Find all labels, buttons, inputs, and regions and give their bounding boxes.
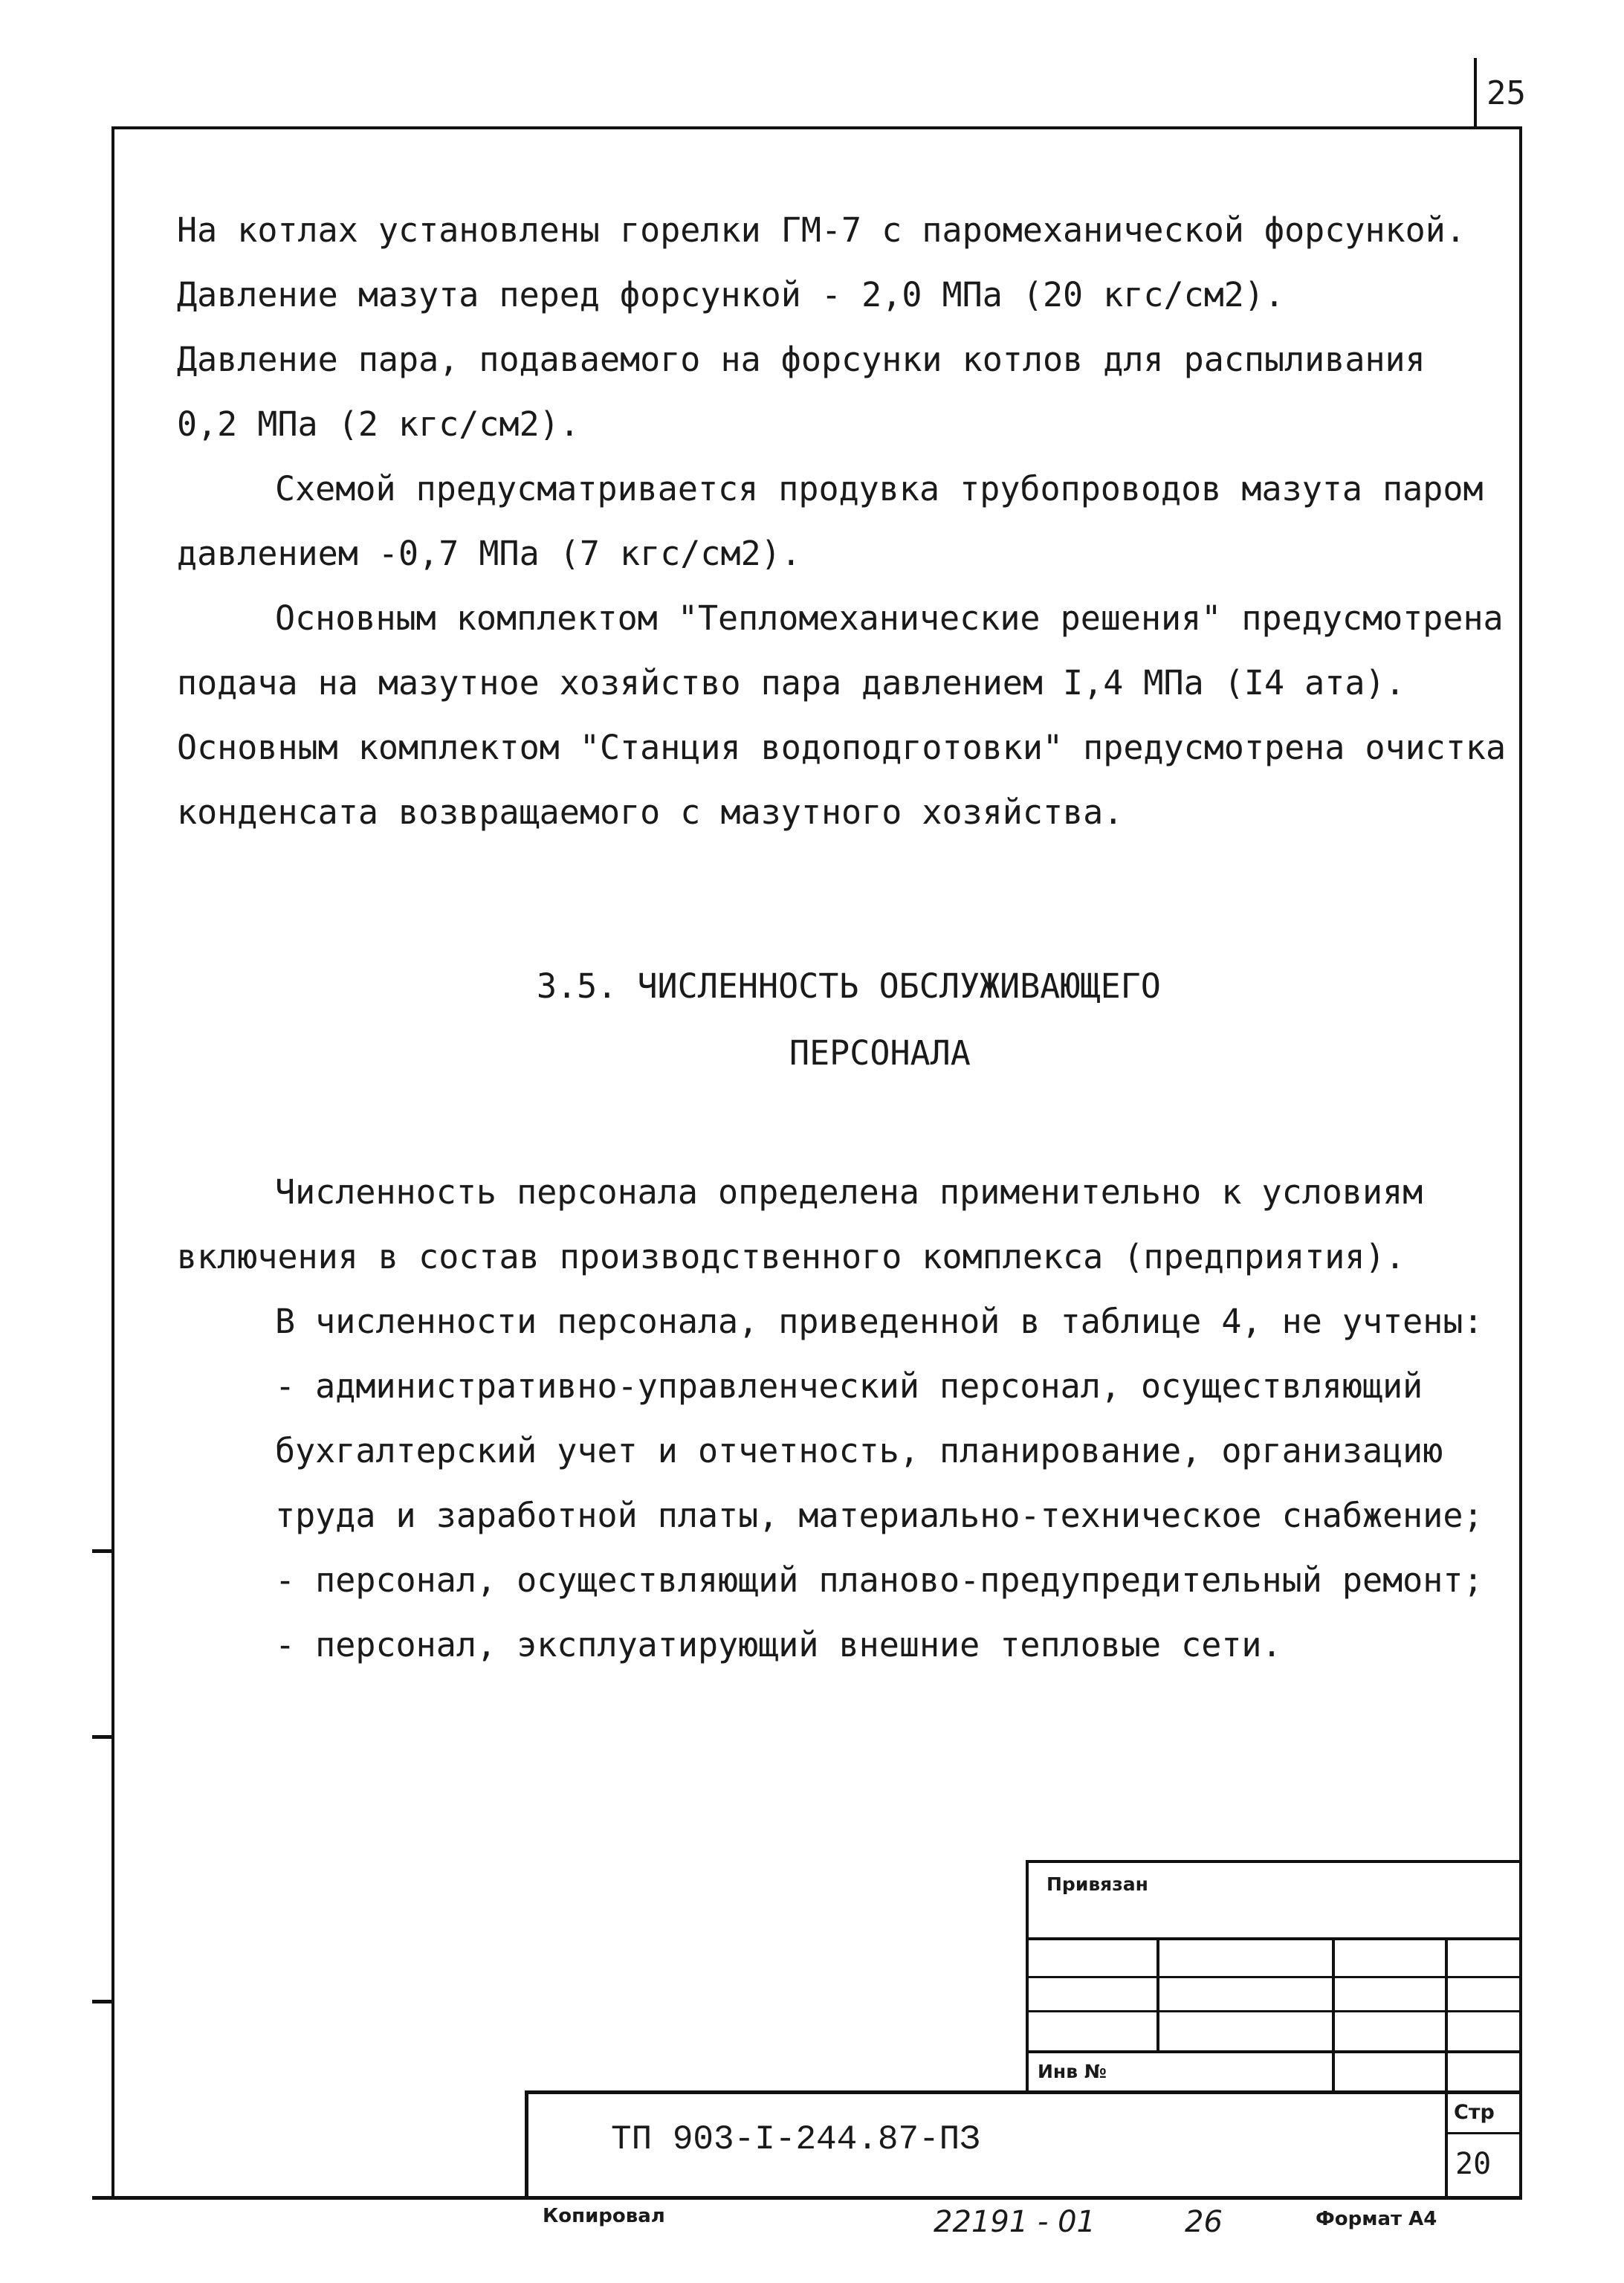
stamp-page-value: 20 (1455, 2147, 1492, 2181)
margin-tick (92, 2000, 114, 2003)
paragraph-line: На котлах установлены горелки ГМ-7 с паромеханической форсункой. (177, 210, 1466, 250)
margin-tick (92, 1735, 114, 1739)
stamp-inv-label: Инв № (1038, 2061, 1107, 2082)
paragraph-line: - персонал, эксплуатирующий внешние тепловые сети. (275, 1625, 1282, 1664)
page-number-separator (1474, 58, 1477, 129)
frame-top (111, 126, 1522, 129)
footer-format-label: Формат А4 (1316, 2208, 1437, 2230)
footer-sheet-number: 26 (1185, 2205, 1223, 2239)
footer-order-number: 22191 - 01 (934, 2205, 1096, 2239)
paragraph-line: В численности персонала, приведенной в таблице 4, не учтены: (275, 1302, 1484, 1341)
paragraph-line: труда и заработной платы, материально-техническое снабжение; (275, 1496, 1484, 1535)
stamp-line (1445, 1937, 1448, 2196)
paragraph-line: - персонал, осуществляющий планово-предупредительный ремонт; (275, 1560, 1484, 1600)
paragraph-line: Давление пара, подаваемого на форсунки котлов для распыливания (177, 340, 1426, 379)
paragraph-line: бухгалтерский учет и отчетность, планирование, организацию (275, 1431, 1443, 1470)
paragraph-line: подача на мазутное хозяйство пара давлением I,4 МПа (I4 ата). (177, 663, 1405, 703)
frame-left (111, 126, 114, 2199)
stamp-line (1332, 1937, 1335, 2094)
section-heading-line1: 3.5. ЧИСЛЕННОСТЬ ОБСЛУЖИВАЮЩЕГО (537, 966, 1161, 1006)
paragraph-line: Давление мазута перед форсункой - 2,0 МПа (20 кгс/см2). (177, 275, 1285, 314)
stamp-line (1445, 2132, 1521, 2134)
paragraph-line: 0,2 МПа (2 кгс/см2). (177, 404, 580, 444)
stamp-line (525, 2090, 1521, 2094)
paragraph-line: Схемой предусматривается продувка трубопроводов мазута паром (275, 469, 1484, 508)
stamp-page-label: Стр (1454, 2101, 1495, 2124)
paragraph-line: давлением -0,7 МПа (7 кгс/см2). (177, 534, 801, 573)
margin-tick (92, 1549, 114, 1553)
paragraph-line: - административно-управленческий персонал, осуществляющий (275, 1366, 1423, 1406)
paragraph-line: Основным комплектом "Тепломеханические решения" предусмотрена (275, 598, 1504, 638)
footer-copied-label: Копировал (543, 2205, 665, 2227)
stamp-line (525, 2090, 528, 2198)
page-number: 25 (1486, 74, 1526, 112)
frame-bottom (92, 2196, 1522, 2200)
paragraph-line: включения в состав производственного комплекса (предприятия). (177, 1237, 1405, 1276)
document-code: ТП 903-I-244.87-ПЗ (611, 2120, 980, 2159)
stamp-line (1156, 1937, 1159, 2050)
section-heading-line2: ПЕРСОНАЛА (789, 1033, 971, 1073)
stamp-attached-label: Привязан (1046, 1873, 1148, 1895)
paragraph-line: конденсата возвращаемого с мазутного хозяйства. (177, 792, 1124, 832)
stamp-line (1026, 1860, 1521, 1863)
paragraph-line: Численность персонала определена применительно к условиям (275, 1172, 1423, 1212)
paragraph-line: Основным комплектом "Станция водоподготовки" предусмотрена очистка (177, 728, 1507, 767)
